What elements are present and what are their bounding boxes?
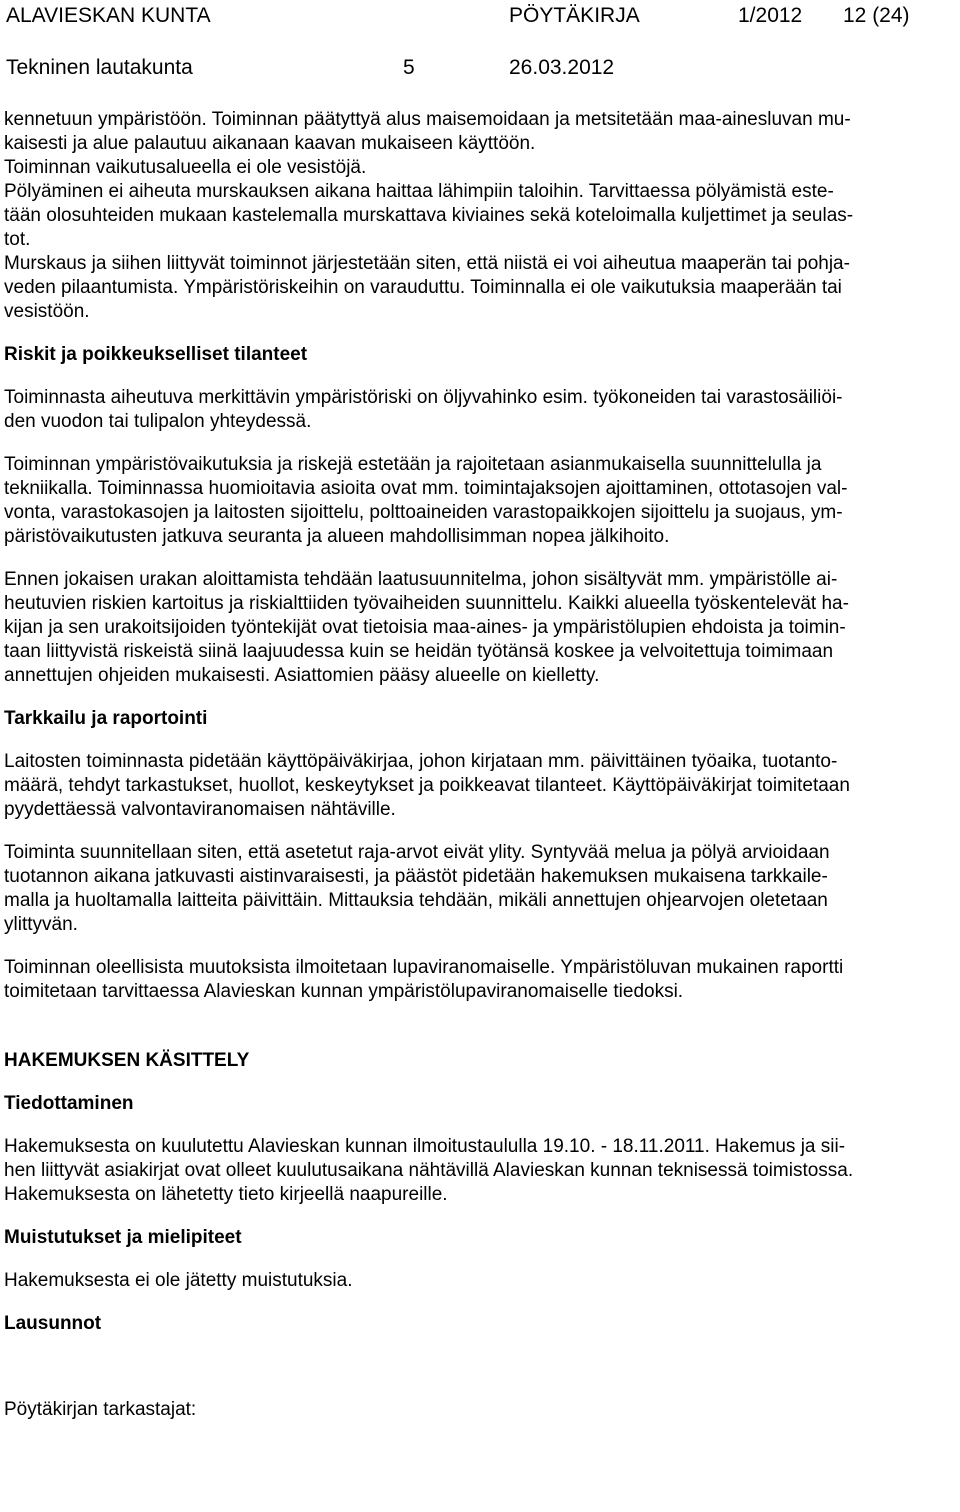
text-line: Toiminnan vaikutusalueella ei ole vesistöjä.: [4, 157, 367, 178]
paragraph-no-objections: [4, 1269, 954, 1293]
text-line: vonta, varastokasojen ja laitosten sijoittelu, polttoaineiden varastopaikkojen sijoittelu ja suojaus, ym-: [4, 502, 843, 523]
paragraph-logbook: [4, 750, 954, 822]
text-line: heutuvien riskien kartoitus ja riskialttiiden työvaiheiden suunnittelu. Kaikki alueella työskentelevät ha-: [4, 593, 849, 614]
paragraph-quality-plan: [4, 568, 954, 688]
text-line: ylittyvän.: [4, 914, 78, 935]
meeting-date: 26.03.2012: [509, 56, 615, 79]
text-line: hen liittyvät asiakirjat ovat olleet kuulutusaikana nähtävillä Alavieskan kunnan teknisessä toimistossa.: [4, 1160, 854, 1181]
text-line: kijan ja sen urakoitsijoiden työntekijät ovat tietoisia maa-aines- ja ympäristölupien ehdoista ja toimin-: [4, 617, 846, 638]
paragraph-reporting: [4, 956, 954, 1004]
text-line: tään olosuhteiden mukaan kastelemalla murskattava kiviaines sekä koteloimalla kuljettimet ja seulas-: [4, 205, 854, 226]
text-line: Toiminnasta aiheutuva merkittävin ympäristöriski on öljyvahinko esim. työkoneiden tai varastosäiliöi-: [4, 387, 843, 408]
organization-name: ALAVIESKAN KUNTA: [6, 4, 211, 27]
text-line: kennetuun ympäristöön. Toiminnan päätyttyä alus maisemoidaan ja metsitetään maa-ainesluvan mu-: [4, 109, 851, 130]
heading-monitoring: Tarkkailu ja raportointi: [4, 708, 208, 729]
text-line: tekniikalla. Toiminnassa huomioitavia asioita ovat mm. toimintajaksojen ajoittaminen, ottotasojen val-: [4, 478, 848, 499]
text-line: tuotannon aikana jatkuvasti aistinvaraisesti, ja päästöt pidetään hakemuksen mukaisena tarkkaile-: [4, 866, 828, 887]
text-line: Pölyäminen ei aiheuta murskauksen aikana haittaa lähimpiin taloihin. Tarvittaessa pölyämistä este-: [4, 181, 834, 202]
document-body: [4, 108, 954, 1422]
text-line: kaisesti ja alue palautuu aikanaan kaavan mukaiseen käyttöön.: [4, 133, 536, 154]
heading-notification: Tiedottaminen: [4, 1093, 134, 1114]
text-line: Hakemuksesta ei ole jätetty muistutuksia.: [4, 1270, 353, 1291]
document-number: 1/2012: [738, 4, 803, 27]
text-line: Hakemuksesta on lähetetty tieto kirjeellä naapureille.: [4, 1184, 448, 1205]
text-line: taan liittyvistä riskeistä siinä laajuudessa kuin se heidän työtänsä koskee ja velvoitettuja toimimaan: [4, 641, 834, 662]
text-line: Toiminnan oleellisista muutoksista ilmoitetaan lupaviranomaiselle. Ympäristöluvan mukainen raportti: [4, 957, 844, 978]
text-line: veden pilaantumista. Ympäristöriskeihin on varauduttu. Toiminnalla ei ole vaikutuksia maaperään tai: [4, 277, 842, 298]
paragraph-limits: [4, 841, 954, 937]
paragraph-risk-summary: [4, 386, 954, 434]
text-line: toimitetaan tarvittaessa Alavieskan kunnan ympäristölupaviranomaiselle tiedoksi.: [4, 981, 684, 1002]
text-line: pyydettäessä valvontaviranomaisen nähtäville.: [4, 799, 396, 820]
paragraph-risk-prevention: [4, 453, 954, 549]
text-line: malla ja huoltamalla laitteita päivittäin. Mittauksia tehdään, mikäli annettujen ohjearvojen oletetaan: [4, 890, 828, 911]
text-line: Ennen jokaisen urakan aloittamista tehdään laatusuunnitelma, johon sisältyvät mm. ympäristölle ai-: [4, 569, 838, 590]
heading-statements: Lausunnot: [4, 1313, 102, 1334]
text-line: tot.: [4, 229, 31, 250]
document-type: PÖYTÄKIRJA: [509, 4, 640, 27]
text-line: määrä, tehdyt tarkastukset, huollot, keskeytykset ja poikkeavat tilanteet. Käyttöpäiväkirjat toimitetaan: [4, 775, 850, 796]
heading-risks: Riskit ja poikkeukselliset tilanteet: [4, 344, 308, 365]
heading-application-processing: HAKEMUKSEN KÄSITTELY: [4, 1050, 250, 1071]
paragraph-environment: [4, 108, 954, 324]
text-line: päristövaikutusten jatkuva seuranta ja alueen mahdollisimman nopea jälkihoito.: [4, 526, 670, 547]
board-name: Tekninen lautakunta: [6, 56, 193, 79]
reviewers-label: Pöytäkirjan tarkastajat:: [4, 1399, 197, 1420]
section-number: 5: [403, 56, 415, 79]
heading-objections: Muistutukset ja mielipiteet: [4, 1227, 242, 1248]
text-line: Toiminnan ympäristövaikutuksia ja riskejä estetään ja rajoitetaan asianmukaisella suunnittelulla ja: [4, 454, 822, 475]
paragraph-public-notice: [4, 1135, 954, 1207]
text-line: Hakemuksesta on kuulutettu Alavieskan kunnan ilmoitustaululla 19.10. - 18.11.2011. Hakemus ja sii-: [4, 1136, 846, 1157]
text-line: den vuodon tai tulipalon yhteydessä.: [4, 411, 312, 432]
text-line: Laitosten toiminnasta pidetään käyttöpäiväkirjaa, johon kirjataan mm. päivittäinen työaika, tuotanto-: [4, 751, 838, 772]
text-line: Toiminta suunnitellaan siten, että asetetut raja-arvot eivät ylity. Syntyvää melua ja pölyä arvioidaan: [4, 842, 830, 863]
text-line: Murskaus ja siihen liittyvät toiminnot järjestetään siten, että niistä ei voi aiheutua maaperän tai pohja-: [4, 253, 850, 274]
page-number: 12 (24): [843, 4, 910, 27]
text-line: annettujen ohjeiden mukaisesti. Asiattomien pääsy alueelle on kielletty.: [4, 665, 600, 686]
text-line: vesistöön.: [4, 301, 90, 322]
